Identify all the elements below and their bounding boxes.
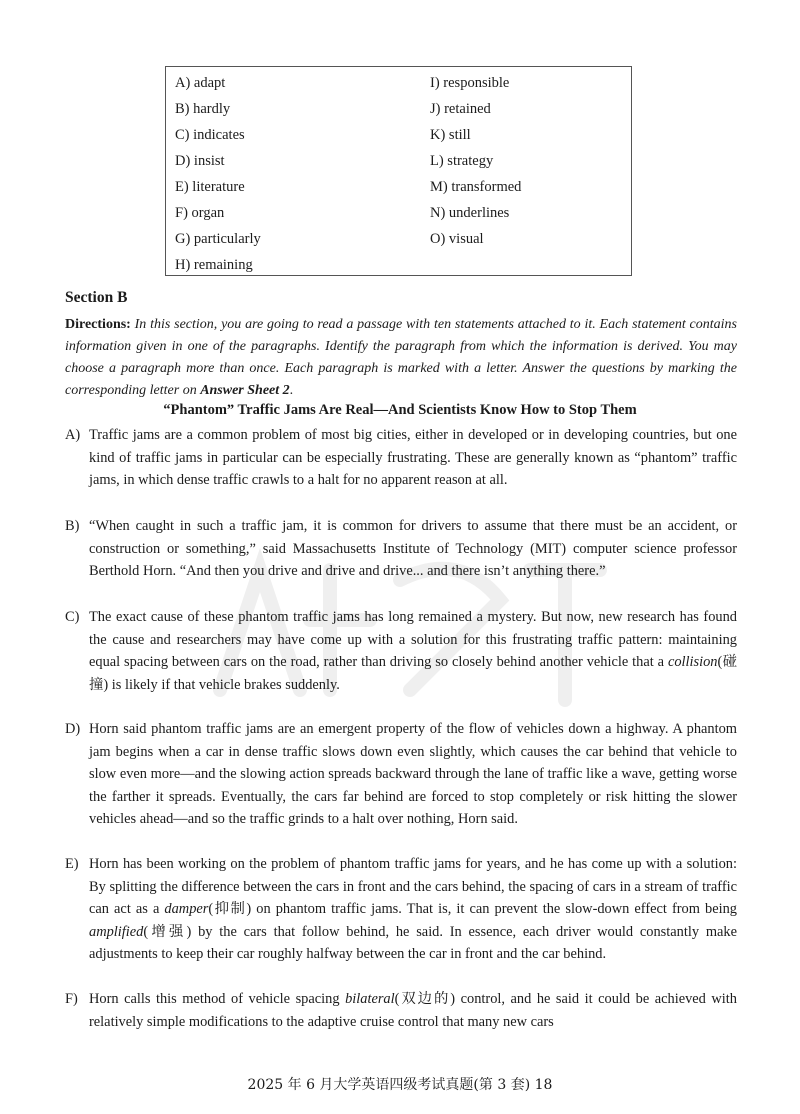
paragraph-text: Horn said phantom traffic jams are an emergent property of the flow of vehicles down a highway. A phantom jam begins when a car in dense traffic slows down even slightly, which causes the car behind that vehicle to slow even more—and the slowing action spreads backward through the lane of traffic like a wave, getting worse the farther it spreads. Eventually, the cars far behind are forced to stop completely or risk hitting the slower vehicles ahead—and so the traffic grinds to a halt over nothing, Horn said.: [89, 721, 737, 828]
chinese-gloss: (双边的): [394, 991, 456, 1007]
paragraph-f: [65, 988, 737, 1033]
word-option: A) adapt: [175, 75, 226, 91]
paragraph-letter: F): [65, 991, 78, 1007]
text-segment: The exact cause of these phantom traffic jams has long remained a mystery. But now, new research has found the cause and researchers may have come up with a solution for this frustrating traffic pattern: maintaining equal spacing between cars on the road, rather than driving so closely behind another vehicle that a: [89, 609, 737, 671]
directions-end: .: [289, 383, 294, 398]
text-segment: Horn calls this method of vehicle spacing: [89, 991, 346, 1007]
page-footer: 2025 年 6 月大学英语四级考试真题(第 3 套) 18: [247, 1077, 553, 1093]
word-option: J) retained: [430, 101, 491, 117]
word-option: F) organ: [175, 205, 225, 221]
word-option: C) indicates: [175, 127, 245, 143]
word-option: L) strategy: [430, 153, 494, 169]
directions: [65, 314, 737, 402]
directions-label: Directions:: [65, 317, 131, 332]
word-option: K) still: [430, 127, 471, 143]
word-option: D) insist: [175, 153, 225, 169]
word-option: E) literature: [175, 179, 245, 195]
word-option: O) visual: [430, 231, 484, 247]
text-segment: control, and he said it could be achieved with relatively simple modifications to the adaptive cruise control that many new cars: [89, 991, 737, 1030]
word-option: N) underlines: [430, 205, 510, 221]
glossed-term: collision: [667, 654, 718, 671]
paragraph-text: [65, 606, 737, 696]
word-bank-table: [165, 66, 632, 276]
chinese-gloss: (抑制): [208, 901, 252, 918]
glossed-term: damper: [164, 901, 209, 918]
paragraph-letter: A): [65, 427, 81, 443]
text-segment: Horn has been working on the problem of phantom traffic jams for years, and he has come up with a solution: By splitting the difference between the cars in front and the cars behind, the spacing of cars in a stream of traffic can act as a: [89, 856, 737, 918]
glossed-term: amplified: [89, 923, 144, 940]
paragraph-a: [65, 424, 737, 492]
paragraph-text: Traffic jams are a common problem of most big cities, either in developed or in developing countries, but one kind of traffic jams in particular can be especially frustrating. These are generally known as “phantom” traffic jams, in which dense traffic crawls to a halt for no apparent reason at all.: [89, 427, 737, 489]
word-bank-left-column: [175, 72, 261, 280]
word-option: I) responsible: [430, 75, 510, 91]
answer-sheet-label: Answer Sheet 2: [200, 383, 290, 398]
word-bank-right-column: [430, 72, 521, 254]
section-title: Section B: [65, 289, 128, 306]
text-segment: by the cars that follow behind, he said. In essence, each driver would constantly make adjustments to keep their car roughly halfway between the car in front and the car behind.: [89, 923, 738, 963]
paragraph-text: [65, 853, 737, 966]
paragraph-letter: D): [65, 721, 81, 737]
passage-title: “Phantom” Traffic Jams Are Real—And Scientists Know How to Stop Them: [163, 402, 637, 418]
chinese-gloss: (碰撞): [89, 654, 737, 693]
paragraph-c: [65, 606, 737, 696]
glossed-term: bilateral: [345, 991, 395, 1007]
directions-text: In this section, you are going to read a passage with ten statements attached to it. Each statement contains information given in one of the paragraphs. Identify the paragraph from which the information is derived. You may choose a paragraph more than once. Each paragraph is marked with a letter. Answer the questions by marking the corresponding letter on: [65, 317, 737, 398]
paragraph-d: [65, 718, 737, 831]
word-option: G) particularly: [175, 231, 261, 247]
word-option: H) remaining: [175, 257, 253, 273]
paragraph-e: [65, 853, 737, 966]
word-option: B) hardly: [175, 101, 231, 117]
chinese-gloss: (增强): [143, 923, 192, 940]
paragraph-b: [65, 515, 737, 583]
text-segment: on phantom traffic jams. That is, it can prevent the slow-down effect from being: [251, 901, 737, 918]
paragraph-letter: C): [65, 609, 80, 625]
paragraph-letter: E): [65, 856, 79, 872]
paragraph-text: [65, 988, 737, 1033]
text-segment: is likely if that vehicle brakes suddenly.: [108, 676, 340, 693]
word-option: M) transformed: [430, 179, 522, 195]
paragraph-text: “When caught in such a traffic jam, it is common for drivers to assume that there must be an accident, or construction or something,” said Massachusetts Institute of Technology (MIT) computer science professor Berthold Horn. “And then you drive and drive and drive... and there isn’t anything there.”: [89, 518, 737, 580]
paragraph-letter: B): [65, 518, 80, 534]
